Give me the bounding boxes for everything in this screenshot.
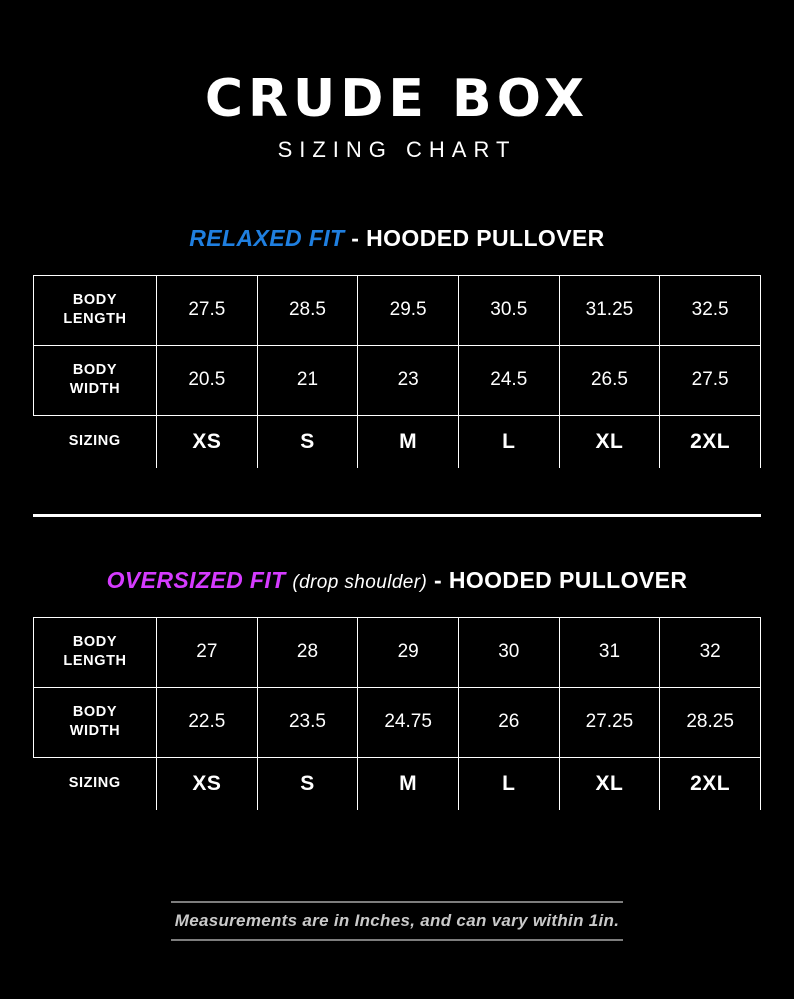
size-cell: 2XL [660, 757, 761, 810]
size-cell: M [358, 757, 459, 810]
cell-value: 31.25 [559, 275, 660, 345]
size-cell: XS [157, 415, 258, 468]
table-row [34, 687, 761, 757]
size-cell: M [358, 415, 459, 468]
cell-value: 26.5 [559, 345, 660, 415]
size-cell: 2XL [660, 415, 761, 468]
section-heading-oversized [33, 567, 761, 594]
cell-value: 27.25 [559, 687, 660, 757]
cell-value: 24.5 [458, 345, 559, 415]
cell-value: 23 [358, 345, 459, 415]
fit-label-relaxed: RELAXED FIT [189, 224, 345, 251]
measurements-footnote: Measurements are in Inches, and can vary within 1in. [171, 901, 624, 941]
row-label-body-length [34, 275, 157, 345]
cell-value: 29.5 [358, 275, 459, 345]
row-label-line2: LENGTH [63, 311, 127, 328]
page-subtitle: SIZING CHART [277, 136, 517, 162]
size-table-oversized [33, 617, 761, 810]
brand-title: CRUDE BOX [204, 69, 590, 129]
row-label-body-width [34, 687, 157, 757]
size-cell: XL [559, 415, 660, 468]
cell-value: 31 [559, 617, 660, 687]
table-row-sizing [34, 757, 761, 810]
row-label-body-length [34, 617, 157, 687]
garment-label-relaxed: - HOODED PULLOVER [344, 224, 605, 251]
table-row [34, 275, 761, 345]
page-header [33, 0, 761, 163]
cell-value: 26 [458, 687, 559, 757]
cell-value: 22.5 [157, 687, 258, 757]
row-label-line2: LENGTH [63, 653, 127, 670]
table-row [34, 617, 761, 687]
size-cell: XL [559, 757, 660, 810]
row-label-line1: BODY [72, 292, 118, 309]
cell-value: 27.5 [660, 345, 761, 415]
cell-value: 28.5 [257, 275, 358, 345]
cell-value: 32 [660, 617, 761, 687]
table-row-sizing [34, 415, 761, 468]
row-label-line1: BODY [72, 362, 118, 379]
row-label-line2: WIDTH [69, 381, 121, 398]
size-table-relaxed [33, 275, 761, 468]
size-cell: L [458, 757, 559, 810]
cell-value: 30.5 [458, 275, 559, 345]
section-heading-relaxed [33, 225, 761, 252]
cell-value: 20.5 [157, 345, 258, 415]
cell-value: 23.5 [257, 687, 358, 757]
row-label-body-width [34, 345, 157, 415]
cell-value: 29 [358, 617, 459, 687]
row-label-line2: WIDTH [69, 723, 121, 740]
row-label-sizing: SIZING [34, 415, 157, 468]
fit-label-oversized: OVERSIZED FIT [106, 566, 286, 593]
cell-value: 32.5 [660, 275, 761, 345]
section-oversized-fit [33, 567, 761, 810]
cell-value: 28 [257, 617, 358, 687]
size-cell: S [257, 415, 358, 468]
drop-shoulder-note: (drop shoulder) [292, 571, 428, 593]
table-row [34, 345, 761, 415]
size-cell: XS [157, 757, 258, 810]
cell-value: 27.5 [157, 275, 258, 345]
row-label-line1: BODY [72, 704, 118, 721]
footnote-container [33, 901, 761, 999]
section-divider [33, 514, 761, 517]
row-label-sizing: SIZING [34, 757, 157, 810]
cell-value: 30 [458, 617, 559, 687]
row-label-line1: BODY [72, 634, 118, 651]
cell-value: 27 [157, 617, 258, 687]
cell-value: 24.75 [358, 687, 459, 757]
size-cell: L [458, 415, 559, 468]
garment-label-oversized: - HOODED PULLOVER [427, 566, 688, 593]
cell-value: 28.25 [660, 687, 761, 757]
cell-value: 21 [257, 345, 358, 415]
section-relaxed-fit [33, 225, 761, 468]
size-cell: S [257, 757, 358, 810]
